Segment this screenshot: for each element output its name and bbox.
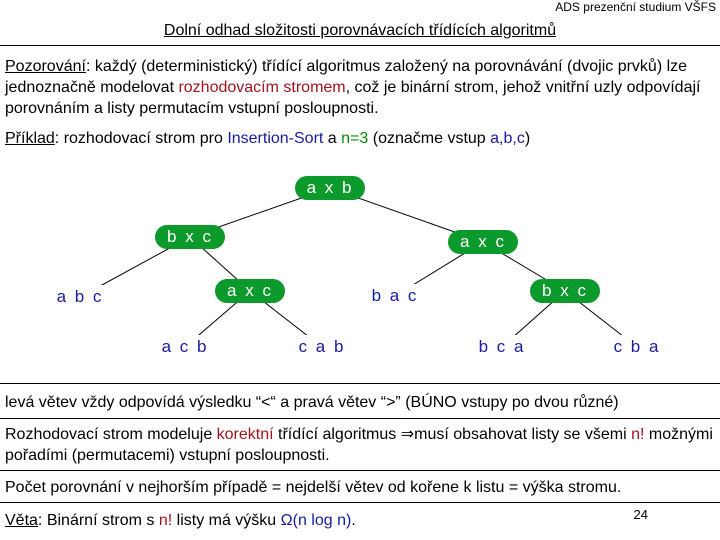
count-rule xyxy=(0,502,720,503)
model-text-3: musí obsahovat listy se všemi xyxy=(414,426,632,443)
theorem-label: Věta xyxy=(5,512,38,529)
tree-node-rl: b a c xyxy=(359,284,431,308)
example-text-4: ) xyxy=(524,130,531,147)
observation-text-1: : každý (deterministický) třídící algoritmus založený na porovnávání (dvojic prvků) lze jednoznačně modelovat xyxy=(5,58,688,96)
tree-node-lrr: c a b xyxy=(286,335,358,359)
tree-node-rrr: c b a xyxy=(601,335,673,359)
example-n: n=3 xyxy=(341,130,369,147)
count-paragraph: Počet porovnání v nejhorším případě = nejdelší větev od kořene k listu = výška stromu. xyxy=(5,479,622,496)
model-correct: korektní xyxy=(216,426,274,443)
tree-rule xyxy=(0,383,720,384)
branch-note: levá větev vždy odpovídá výsledku “<“ a pravá větev “>” (BÚNO vstupy po dvou různé) xyxy=(5,394,619,411)
theorem-nfact: n! xyxy=(158,512,173,529)
model-text-4: možnými pořadími (permutacemi) vstupní posloupnosti. xyxy=(5,426,713,464)
tree-node-l: b x c xyxy=(155,225,225,249)
observation-text-2: , což je binární strom, jehož vnitřní uzly odpovídají porovnáním a listy permutacím vstupní posloupnosti. xyxy=(5,79,701,117)
model-nfact: n! xyxy=(631,426,645,443)
tree-node-rr: b x c xyxy=(530,279,600,303)
example-text-3: (označme vstup xyxy=(368,130,491,147)
model-rule xyxy=(0,470,720,471)
theorem-text-2: listy má výšku xyxy=(172,512,281,529)
tree-node-root: a x b xyxy=(295,176,365,200)
example-input: a,b,c xyxy=(490,130,525,147)
implies-icon: ⇒ xyxy=(400,426,415,443)
tree-node-r: a x c xyxy=(448,230,518,254)
model-text-1: Rozhodovací strom modeluje xyxy=(5,426,217,443)
tree-node-lr: a x c xyxy=(215,279,285,303)
example-label: Příklad xyxy=(5,130,55,147)
theorem-paragraph xyxy=(5,510,717,531)
tree-node-lrl: a c b xyxy=(149,335,221,359)
model-text-2: třídící algoritmus xyxy=(273,426,401,443)
observation-highlight: rozhodovacím stromem xyxy=(178,79,346,96)
example-text-1: : rozhodovací strom pro xyxy=(54,130,228,147)
tree-node-ll: a b c xyxy=(44,285,116,309)
tree-node-rrl: b c a xyxy=(466,335,538,359)
observation-label: Pozorování xyxy=(5,58,86,75)
slide-title: Dolní odhad složitosti porovnávacích třídících algoritmů xyxy=(163,22,557,39)
example-algorithm: Insertion-Sort xyxy=(227,130,324,147)
theorem-omega: Ω(n log n) xyxy=(280,512,352,529)
example-text-2: a xyxy=(323,130,342,147)
theorem-text-1: : Binární strom s xyxy=(37,512,159,529)
page-number: 24 xyxy=(633,507,648,522)
model-paragraph xyxy=(5,424,717,466)
course-header: ADS prezenční studium VŠFS xyxy=(555,0,716,14)
note-rule xyxy=(0,418,720,419)
theorem-text-3: . xyxy=(351,512,356,529)
